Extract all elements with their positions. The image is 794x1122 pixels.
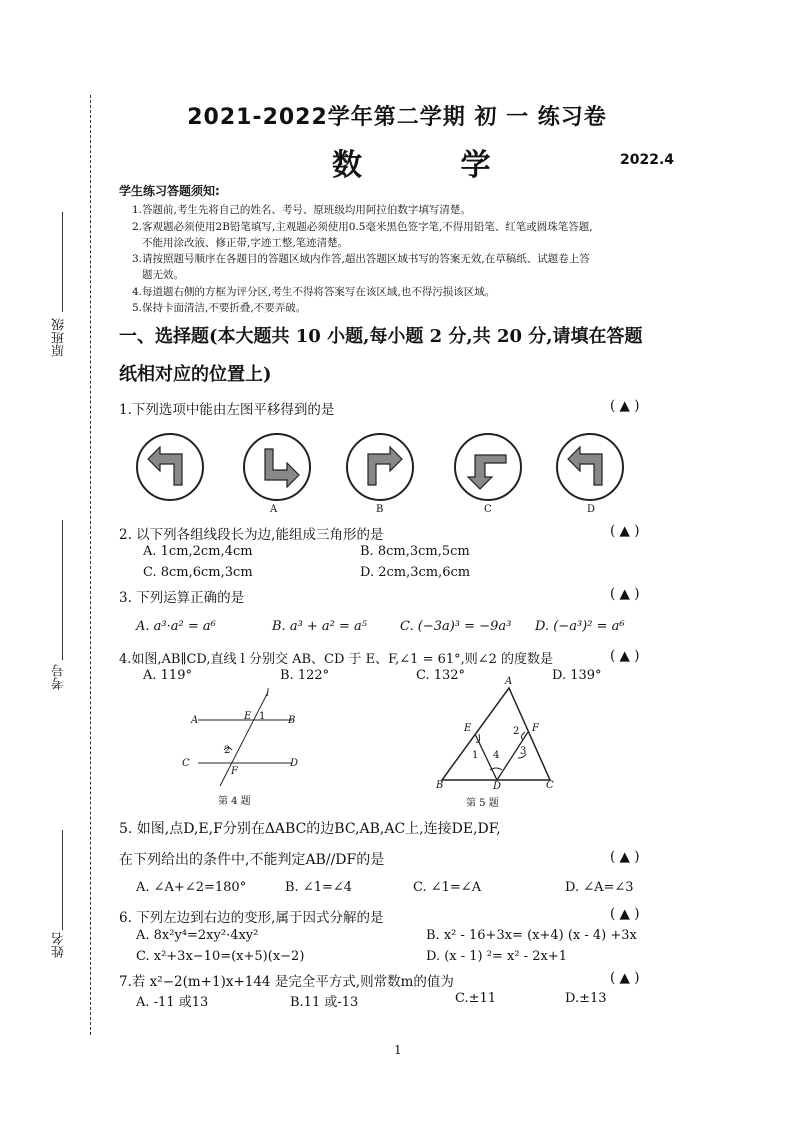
exam-no-label: 考号 [52,664,67,690]
answer-mark: ( ▲ ) [610,523,640,539]
question-7-option-b: B.11 或-13 [290,995,359,1010]
question-5-option-c: C. ∠1=∠A [413,880,482,895]
name-label: 姓名 [52,932,67,958]
binding-dashed-line [90,95,91,1035]
notice-item: 1.答题前,考生先将自己的姓名、考号、原班级均用阿拉伯数字填写清楚。 [132,204,471,216]
question-3-option-b: B. a³ + a² = a⁵ [272,619,368,634]
name-underline [62,830,63,930]
fig4-label-F: F [231,766,238,777]
question-6-stem: 6. 下列左边到右边的变形,属于因式分解的是 [119,910,384,926]
question-5-stem-line2: 在下列给出的条件中,不能判定AB//DF的是 [119,852,385,868]
question-7-stem: 7.若 x²−2(m+1)x+144 是完全平方式,则常数m的值为 [119,974,454,990]
fig5-label-B: B [436,780,444,791]
question-4-option-b: B. 122° [280,668,330,683]
page-title: 2021-2022学年第二学期 初 一 练习卷 [187,105,607,130]
fig5-label-2: 2 [513,726,520,737]
fig4-label-E: E [244,711,252,722]
fig5-label-D: D [493,781,502,792]
answer-mark: ( ▲ ) [610,849,640,865]
figure-5-diagram [430,680,570,790]
fig4-label-D: D [290,758,299,769]
question-5-option-a: A. ∠A+∠2=180° [136,880,247,895]
fig5-caption: 第 5 题 [466,798,499,809]
question-6-option-c: C. x²+3x−10=(x+5)(x−2) [136,949,305,964]
class-label: 原班级 [52,318,67,357]
question-4-option-a: A. 119° [143,668,192,683]
exam-no-underline [62,520,63,660]
fig5-label-4: 4 [493,750,500,761]
question-6-option-b: B. x² - 16+3x= (x+4) (x - 4) +3x [426,928,637,943]
notice-item: 3.请按照题号顺序在各题目的答题区域内作答,超出答题区域书写的答案无效,在草稿纸、试题卷上答 [132,253,590,265]
fig4-label-1: 1 [259,711,266,722]
answer-mark: ( ▲ ) [610,970,640,986]
fig4-label-A: A [191,715,199,726]
fig4-label-B: B [288,715,296,726]
fig4-label-2: 2 [224,745,231,756]
question-7-option-c: C.±11 [455,991,497,1006]
question-2-option-a: A. 1cm,2cm,4cm [143,544,253,559]
option-b-label: B [376,504,384,515]
notice-item: 2.客观题必须使用2B铅笔填写,主观题必须使用0.5毫米黑色签字笔,不得用铅笔、红笔或圆珠笔答题, [132,221,593,233]
section-heading-cont: 纸相对应的位置上) [119,364,272,385]
question-5-stem-line1: 5. 如图,点D,E,F分别在ΔABC的边BC,AB,AC上,连接DE,DF, [119,821,501,837]
question-4-stem: 4.如图,AB∥CD,直线 l 分别交 AB、CD 于 E、F,∠1 = 61°,则∠2 的度数是 [119,652,554,667]
option-c-arrow-icon [455,434,521,500]
question-3-option-d: D. (−a³)² = a⁶ [535,619,625,634]
notice-item: 题无效。 [142,269,184,281]
question-4-option-c: C. 132° [416,668,466,683]
question-3-option-c: C. (−3a)³ = −9a³ [400,619,512,634]
class-underline [62,212,63,312]
question-5-option-b: B. ∠1=∠4 [285,880,353,895]
fig4-label-l: l [266,688,270,699]
fig4-caption: 第 4 题 [218,796,251,807]
fig5-label-A: A [505,676,513,687]
fig5-label-3: 3 [520,746,527,757]
option-d-label: D [587,504,596,515]
question-2-stem: 2. 以下列各组线段长为边,能组成三角形的是 [119,527,384,543]
option-c-label: C [484,504,492,515]
question-3-stem: 3. 下列运算正确的是 [119,590,245,606]
question-6-option-a: A. 8x²y⁴=2xy²·4xy² [136,928,259,943]
notice-item: 4.每道题右侧的方框为评分区,考生不得将答案写在该区域,也不得污损该区域。 [132,286,496,298]
fig5-label-E: E [464,723,472,734]
question-1-figures [130,425,660,520]
fig4-label-C: C [182,758,190,769]
fig5-label-1: 1 [472,750,479,761]
question-5-option-d: D. ∠A=∠3 [565,880,634,895]
page-number: 1 [394,1043,402,1057]
notice-item: 5.保持卡面清洁,不要折叠,不要弄破。 [132,302,307,314]
exam-date: 2022.4 [620,152,675,168]
question-4-option-d: D. 139° [552,668,602,683]
fig5-label-F: F [532,723,539,734]
answer-mark: ( ▲ ) [610,398,640,414]
question-2-option-d: D. 2cm,3cm,6cm [360,565,471,580]
option-b-arrow-icon [347,434,413,500]
question-7-option-a: A. -11 或13 [136,995,209,1010]
answer-mark: ( ▲ ) [610,586,640,602]
option-a-arrow-icon [244,434,310,500]
question-2-option-c: C. 8cm,6cm,3cm [143,565,253,580]
answer-mark: ( ▲ ) [610,648,640,664]
subject-title: 数 学 [332,148,535,183]
question-3-option-a: A. a³·a² = a⁶ [136,619,216,634]
section-heading: 一、选择题(本大题共 10 小题,每小题 2 分,共 20 分,请填在答题 [119,326,643,347]
question-2-option-b: B. 8cm,3cm,5cm [360,544,470,559]
figure-4-diagram [180,688,310,788]
question-7-option-d: D.±13 [565,991,607,1006]
question-1-stem: 1.下列选项中能由左图平移得到的是 [119,402,335,418]
question-6-option-d: D. (x - 1) ²= x² - 2x+1 [426,949,567,964]
option-a-label: A [270,504,278,515]
option-d-arrow-icon [557,434,623,500]
fig5-label-C: C [546,780,554,791]
original-arrow-icon [137,434,203,500]
notice-heading: 学生练习答题须知: [119,184,220,198]
answer-mark: ( ▲ ) [610,906,640,922]
notice-item: 不能用涂改液、修正带,字迹工整,笔迹清楚。 [142,237,349,249]
